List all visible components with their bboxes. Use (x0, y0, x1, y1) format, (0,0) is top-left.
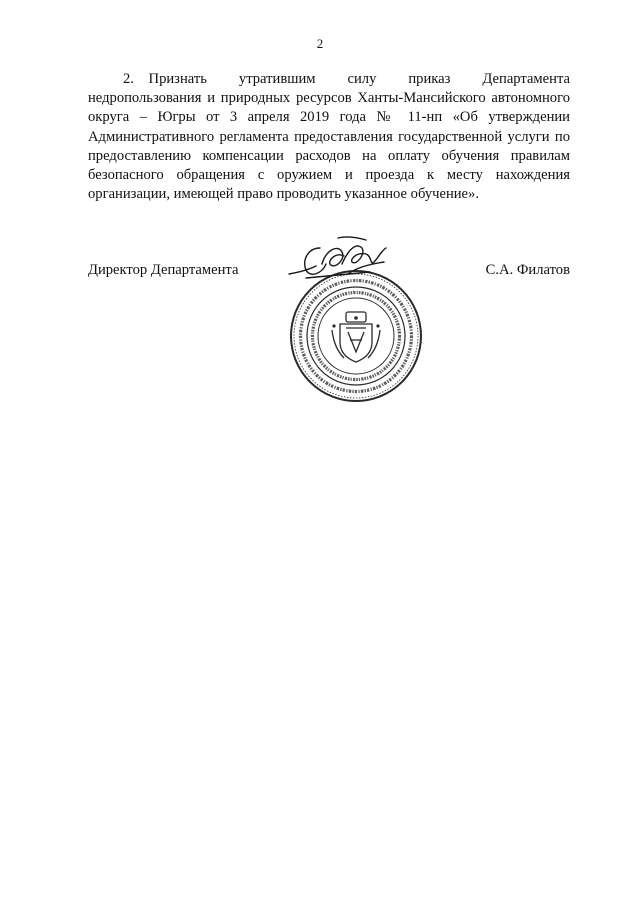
page-number: 2 (316, 36, 324, 51)
signatory-position: Директор Департамента (88, 262, 239, 278)
signatory-name: С.А. Филатов (485, 262, 570, 278)
document-body (88, 70, 570, 204)
paragraph-2: 2. Признать утратившим силу приказ Департамента недропользования и природных ресурсов Ханты-Мансийского автономного округа – Югры от 3 апреля 2019 года № 11-нп «Об утверждении Административного регламента предоставления государственной услуги по предоставлению компенсации расходов на оплату обучения правилам безопасного обращения с оружием и проезда к месту нахождения организации, имеющей право проводить указанное обучение». (88, 71, 570, 203)
handwritten-signature (286, 234, 390, 296)
